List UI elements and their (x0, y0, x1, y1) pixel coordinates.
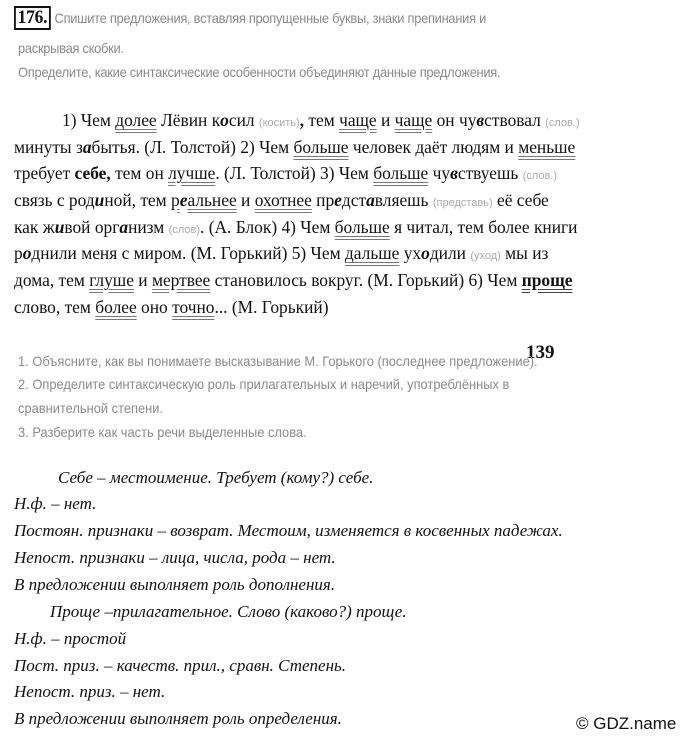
text-segment: и (236, 190, 255, 210)
text-segment: требует (14, 163, 75, 183)
instruction-text: раскрывая скобки. (18, 40, 124, 56)
underlined-word: глуше (89, 270, 134, 290)
underlined-word: больше (334, 217, 390, 237)
text-segment: слово, тем (14, 297, 96, 317)
text-segment: о (220, 110, 229, 130)
watermark: © GDZ.name (576, 714, 677, 733)
text-line (14, 217, 577, 238)
underlined-word: меньше (518, 137, 576, 157)
text-segment: ствуешь (457, 163, 523, 183)
text-line (62, 110, 580, 131)
text-segment: днили меня с миром. (М. Горький) 5) Чем (31, 243, 345, 263)
hint-note: (представь) (432, 197, 493, 209)
text-segment: дст (341, 190, 367, 210)
text-line (14, 137, 575, 158)
underlined-word: чаще (394, 110, 433, 130)
text-segment: он чу (432, 110, 477, 130)
text-segment: а (82, 137, 92, 157)
text-segment: себе, (74, 163, 111, 183)
text-segment: о (22, 243, 32, 263)
text-segment: е (179, 190, 188, 210)
text-segment: вой орг (64, 217, 120, 237)
text-segment: и (94, 190, 105, 210)
underlined-word: более (95, 297, 137, 317)
text-segment: оно (136, 297, 173, 317)
text-segment: Лёвин к (156, 110, 221, 130)
underlined-word: больше (293, 137, 349, 157)
text-segment: и (376, 110, 395, 130)
question: 2. Определите синтаксическую роль прилагательных и наречий, употреблённых в (18, 376, 510, 392)
text-segment: ух (399, 243, 422, 263)
text-segment: о (421, 243, 430, 263)
answer-line: Пост. приз. – качеств. прил., сравн. Степень. (14, 656, 347, 675)
answer-line: Непост. приз. – нет. (14, 682, 166, 701)
text-segment: и (54, 217, 65, 237)
text-segment: в (450, 163, 458, 183)
text-segment: а (119, 217, 129, 237)
underlined-word: альнее (187, 190, 237, 210)
text-segment: становилось вокруг. (М. Горький) 6) Чем (210, 270, 522, 290)
underlined-word: точно (172, 297, 215, 317)
answer-line: В предложении выполняет роль дополнения. (14, 575, 336, 594)
hint-note: (косить) (258, 117, 300, 129)
text-segment: её себе (492, 190, 549, 210)
underlined-word: проще (521, 270, 573, 290)
text-line (14, 297, 329, 318)
text-segment: я читал, тем более книги (389, 217, 578, 237)
question: 3. Разберите как часть речи выделенные слова. (18, 424, 307, 440)
text-segment: бытья. (Л. Толстой) 2) Чем (91, 137, 294, 157)
answer-line: Постоян. признаки – возврат. Местоим, изменяется в косвенных падежах. (14, 521, 563, 540)
text-line (14, 270, 572, 291)
answer-line: Н.ф. – нет. (14, 494, 97, 513)
hint-note: (слов.) (522, 170, 558, 182)
text-segment: е (334, 190, 342, 210)
text-line (14, 163, 557, 184)
exercise-instruction-line (14, 6, 486, 30)
hint-note: (уход) (470, 250, 501, 262)
text-segment: сил (228, 110, 259, 130)
text-segment: , (299, 110, 309, 130)
instruction-text: Определите, какие синтаксические особенности объединяют данные предложения. (18, 64, 501, 80)
text-segment: связь с род (14, 190, 95, 210)
text-segment: вляешь (374, 190, 433, 210)
text-segment: мы из (500, 243, 549, 263)
text-segment: и (133, 270, 152, 290)
underlined-word: мертвее (151, 270, 211, 290)
hint-note: (слов) (168, 224, 200, 236)
text-line (14, 243, 548, 264)
text-segment: тем он (110, 163, 169, 183)
answer-line: Непост. признаки – лица, числа, рода – нет. (14, 548, 336, 567)
answer-line: В предложении выполняет роль определения. (14, 709, 342, 728)
text-segment: 1) Чем (62, 110, 116, 130)
underlined-word: лучше (168, 163, 216, 183)
underlined-word: дальше (344, 243, 400, 263)
text-segment: р (14, 243, 23, 263)
underlined-word: долее (115, 110, 157, 130)
text-segment: . (Л. Толстой) 3) Чем (215, 163, 374, 183)
underlined-word: чаще (339, 110, 377, 130)
answer-line: Н.ф. – простой (14, 629, 127, 648)
text-segment: ... (М. Горький) (214, 297, 329, 317)
text-segment: минуты з (14, 137, 83, 157)
text-segment: ной, тем (104, 190, 172, 210)
text-segment: тем (308, 110, 340, 130)
answer-line: Себе – местоимение. Требует (кому?) себе. (58, 468, 374, 487)
text-segment: дили (429, 243, 471, 263)
text-segment: дома, тем (14, 270, 90, 290)
exercise-number: 176. (14, 6, 51, 30)
underlined-word: р (171, 190, 180, 210)
answer-line: Проще –прилагательное. Слово (каково?) проще. (50, 602, 407, 621)
text-segment: низм (128, 217, 169, 237)
text-segment: пр (311, 190, 335, 210)
text-segment: чу (428, 163, 451, 183)
text-line (14, 190, 549, 211)
question: сравнительной степени. (18, 400, 164, 416)
text-segment: человек даёт людям и (348, 137, 519, 157)
instruction-text: Спишите предложения, вставляя пропущенные буквы, знаки препинания и (54, 10, 487, 26)
hint-note: (слов.) (545, 117, 580, 129)
underlined-word: охотнее (254, 190, 312, 210)
underlined-word: больше (373, 163, 429, 183)
page-number: 139 (526, 342, 555, 363)
text-segment: а (366, 190, 375, 210)
text-segment: . (А. Блок) 4) Чем (200, 217, 335, 237)
text-segment: в (476, 110, 485, 130)
text-segment: ствовал (484, 110, 546, 130)
text-segment: как ж (14, 217, 55, 237)
question: 1. Объясните, как вы понимаете высказывание М. Горького (последнее предложение). (18, 353, 538, 369)
